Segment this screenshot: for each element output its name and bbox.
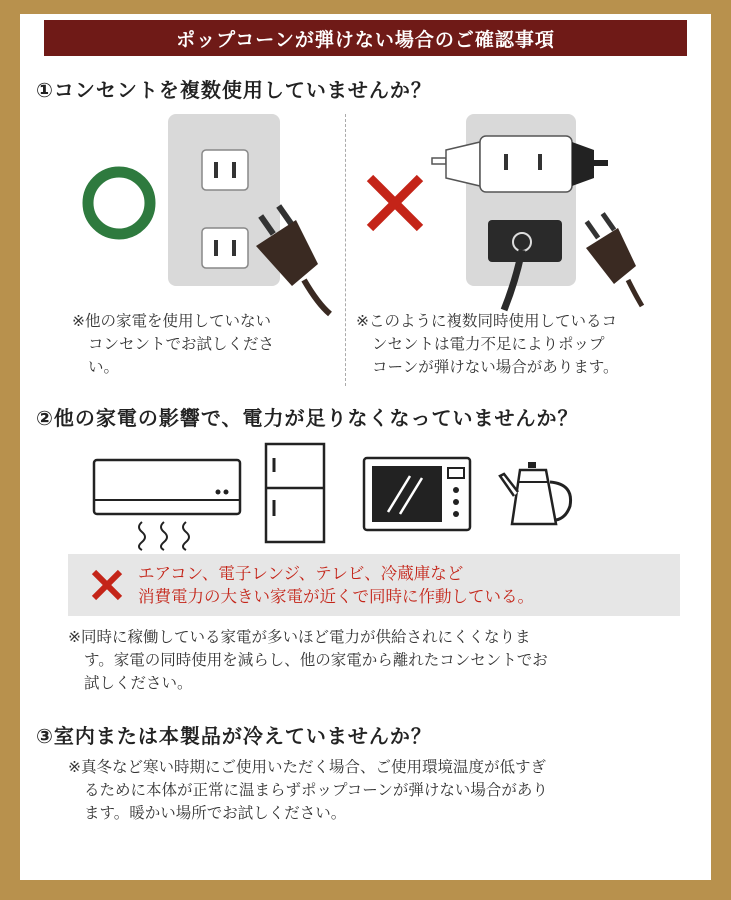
kettle-icon [498,460,582,532]
cross-icon [364,172,426,234]
ng-note: ※このように複数同時使用しているコ ンセントは電力不足によりポップ コーンが弾けない場合があります。 [356,312,619,376]
section1-heading: ①コンセントを複数使用していませんか？ [36,78,432,102]
section1-divider [345,114,346,386]
page-title: ポップコーンが弾けない場合のご確認事項 [44,20,687,56]
microwave-icon [362,456,472,532]
section3-note: ※真冬など寒い時期にご使用いただく場合、ご使用環境温度が低すぎ るために本体が正常に温まらずポップコーンが弾けない場合があり ます。暖かい場所でお試しください。 [68,758,548,822]
section2-note: ※同時に稼働している家電が多いほど電力が供給されにくくなりま す。家電の同時使用を減らし、他の家電から離れたコンセントでお 試しください。 [68,628,548,692]
section2-heading: ②他の家電の影響で、電力が足りなくなっていませんか？ [36,406,579,430]
overloaded-outlet-icon [430,110,630,310]
ok-note: ※他の家電を使用していない コンセントでお試しくださ い。 [72,312,275,376]
notice-sheet [20,14,711,880]
warning-box [68,554,680,616]
section3-heading: ③室内または本製品が冷えていませんか？ [36,724,432,748]
refrigerator-icon [264,442,326,544]
circle-icon [82,166,156,240]
wall-outlet-icon [168,114,328,314]
air-conditioner-icon [92,458,242,550]
cross-icon [90,568,124,602]
warning-text: エアコン、電子レンジ、テレビ、冷蔵庫など 消費電力の大きい家電が近くで同時に作動している。 [138,564,534,606]
